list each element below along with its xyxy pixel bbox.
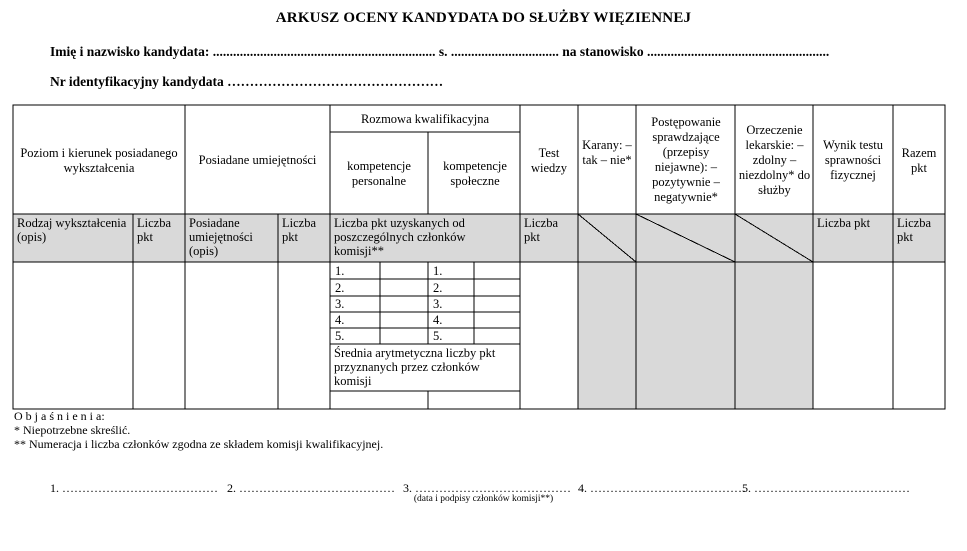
signature-slot-1: 1. …………………………………: [50, 481, 218, 495]
col-header-fitness: Wynik testu sprawności fizycznej: [822, 138, 883, 182]
member-number: 4.: [433, 313, 443, 327]
col-header-skills: Posiadane umiejętności: [198, 153, 317, 167]
col-header-interview: Rozmowa kwalifikacyjna: [360, 112, 490, 126]
col-header-education: Poziom i kierunek posiadanego wykształcenia: [20, 146, 178, 175]
member-number: 1.: [433, 264, 443, 278]
candidate-id-line: Nr identyfikacyjny kandydata …………………………………………: [50, 74, 444, 89]
col-header-total: Razem pkt: [901, 146, 937, 175]
col-header-competence-personal: kompetencje personalne: [347, 159, 411, 188]
member-number: 1.: [335, 264, 345, 278]
subheader-interview-points: Liczba pkt uzyskanych od poszczególnych członków komisji**: [334, 216, 466, 258]
subheader-test-points: Liczba pkt: [524, 216, 559, 244]
col-header-competence-social: kompetencje społeczne: [443, 159, 507, 188]
subheader-skills-desc: Posiadane umiejętności (opis): [189, 216, 253, 258]
note-numbering: ** Numeracja i liczba członków zgodna ze składem komisji kwalifikacyjnej.: [14, 437, 384, 451]
col-header-background-check: Postępowanie sprawdzające (przepisy niejawne): – pozytywnie – negatywnie*: [651, 115, 721, 204]
signatures-caption: (data i podpisy członków komisji**): [413, 494, 554, 504]
signature-slot-2: 2. …………………………………: [227, 481, 395, 495]
col-header-convicted: Karany: – tak – nie*: [582, 138, 632, 167]
note-unnecessary: * Niepotrzebne skreślić.: [14, 423, 131, 437]
member-number: 5.: [433, 329, 443, 343]
subheader-fitness-points: Liczba pkt: [817, 216, 871, 230]
member-number: 5.: [335, 329, 345, 343]
member-number: 2.: [335, 281, 345, 295]
subheader-edu-type: Rodzaj wykształcenia (opis): [17, 216, 127, 244]
notes-heading: O b j a ś n i e n i a:: [14, 409, 105, 423]
member-number: 4.: [335, 313, 345, 327]
col-header-medical: Orzeczenie lekarskie: – zdolny – niezdolny* do służby: [738, 123, 811, 197]
signature-slot-5: 5. …………………………………: [742, 481, 910, 495]
member-number: 2.: [433, 281, 443, 295]
subheader-skills-points: Liczba pkt: [282, 216, 317, 244]
subheader-edu-points: Liczba pkt: [137, 216, 172, 244]
member-number: 3.: [433, 297, 443, 311]
col-header-knowledge-test: Test wiedzy: [530, 146, 568, 175]
signature-slot-3: 3. …………………………………: [403, 481, 571, 495]
average-label: Średnia arytmetyczna liczby pkt przyznanych przez członków komisji: [334, 346, 496, 388]
member-number: 3.: [335, 297, 345, 311]
candidate-name-line: Imię i nazwisko kandydata: .................................................................. s. ................................ na stanowisko ......................................................: [50, 44, 830, 59]
signature-slot-4: 4. …………………………………: [578, 481, 746, 495]
subheader-total-points: Liczba pkt: [897, 216, 932, 244]
form-title: ARKUSZ OCENY KANDYDATA DO SŁUŻBY WIĘZIENNEJ: [275, 10, 692, 26]
